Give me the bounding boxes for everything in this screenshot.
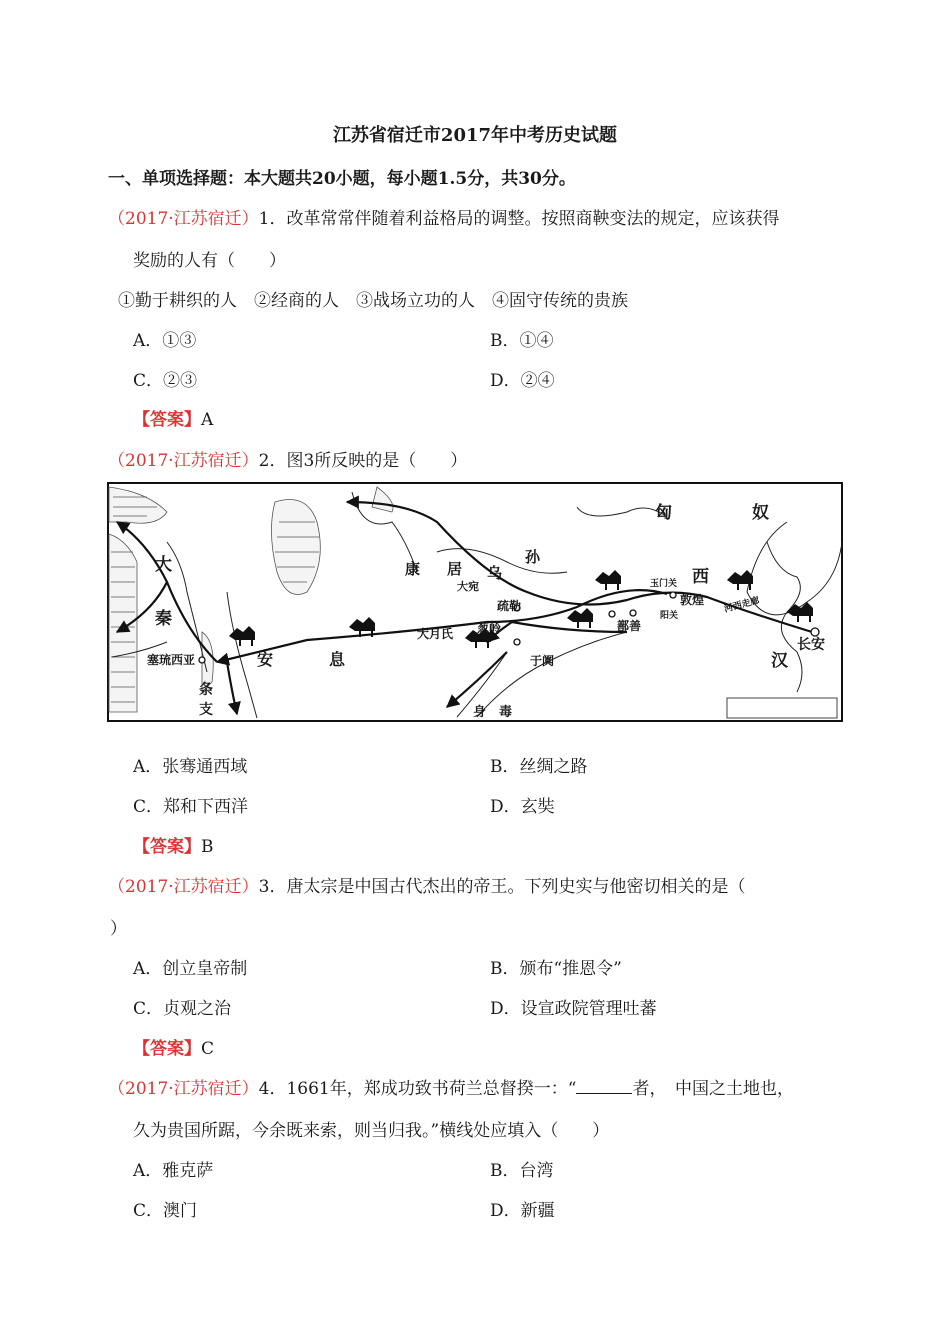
label-han: 汉 bbox=[771, 651, 788, 671]
option-a: A．创立皇帝制 bbox=[133, 959, 248, 979]
legend-box bbox=[727, 698, 837, 718]
answer-line bbox=[133, 1034, 214, 1059]
label-kang: 康 bbox=[405, 560, 421, 578]
label-dawan: 大宛 bbox=[457, 580, 479, 593]
label-du: 毒 bbox=[499, 705, 513, 720]
option-d: D．新疆 bbox=[490, 1201, 555, 1221]
question-source: （2017·江苏宿迁） bbox=[108, 451, 259, 471]
option-c: C．澳门 bbox=[133, 1201, 198, 1221]
silk-road-map bbox=[107, 482, 843, 722]
option-c: C．郑和下西洋 bbox=[133, 797, 249, 817]
label-xi2: 息 bbox=[329, 650, 346, 669]
label-sailiuxiya: 塞琉西亚 bbox=[147, 653, 196, 667]
answer-label: 【答案】 bbox=[133, 1039, 201, 1059]
option-a: A．张骞通西域 bbox=[133, 757, 248, 777]
question-1-items: ①勤于耕织的人 ②经商的人 ③战场立功的人 ④固守传统的贵族 bbox=[118, 291, 628, 311]
label-shule: 疏勒 bbox=[497, 599, 522, 613]
option-d: D．玄奘 bbox=[490, 797, 555, 817]
option-b: B．台湾 bbox=[490, 1161, 554, 1181]
question-3-stem bbox=[108, 872, 746, 897]
label-hexi: 河西走廊 bbox=[723, 595, 761, 615]
question-text: 1．改革常常伴随着利益格局的调整。按照商鞅变法的规定，应该获得 bbox=[258, 209, 780, 229]
question-2-stem bbox=[108, 446, 467, 471]
answer-value: B bbox=[201, 837, 214, 857]
question-source: （2017·江苏宿迁） bbox=[108, 877, 259, 897]
label-an: 安 bbox=[257, 650, 274, 669]
answer-label: 【答案】 bbox=[133, 837, 201, 857]
option-d: D．②④ bbox=[490, 371, 555, 391]
label-sun: 孙 bbox=[525, 548, 541, 566]
label-yangguan: 阳关 bbox=[660, 611, 679, 621]
question-1-stem bbox=[108, 204, 780, 229]
question-4-stem bbox=[108, 1074, 794, 1099]
question-4-stem-cont: 久为贵国所踞，今余既来索，则当归我。”横线处应填入（ ） bbox=[133, 1121, 610, 1141]
label-changan: 长安 bbox=[797, 637, 825, 653]
answer-value: C bbox=[201, 1039, 215, 1059]
page-title: 江苏省宿迁市2017年中考历史试题 bbox=[332, 125, 618, 146]
question-1-stem-cont: 奖励的人有（ ） bbox=[133, 251, 286, 271]
label-congling: 葱岭 bbox=[477, 621, 502, 635]
option-b: B．丝绸之路 bbox=[490, 757, 588, 777]
question-source: （2017·江苏宿迁） bbox=[108, 1079, 259, 1099]
label-yumenguan: 玉门关 bbox=[650, 579, 678, 589]
fill-blank bbox=[576, 1079, 632, 1094]
label-da: 大 bbox=[155, 555, 172, 575]
option-c: C．②③ bbox=[133, 371, 198, 391]
label-zhi: 支 bbox=[199, 702, 213, 718]
label-tiao: 条 bbox=[199, 682, 213, 698]
question-source: （2017·江苏宿迁） bbox=[108, 209, 259, 229]
label-wu: 乌 bbox=[487, 564, 503, 582]
option-c: C．贞观之治 bbox=[133, 999, 232, 1019]
label-yutian: 于阗 bbox=[530, 654, 555, 668]
answer-label: 【答案】 bbox=[133, 410, 201, 430]
question-text: 2．图3所反映的是（ ） bbox=[258, 451, 468, 471]
label-dunhuang: 敦煌 bbox=[680, 593, 705, 607]
answer-value: A bbox=[201, 410, 214, 430]
question-text: 4．1661年，郑成功致书荷兰总督揆一：“ bbox=[258, 1079, 577, 1099]
answer-line bbox=[133, 832, 214, 857]
label-shanshan: 鄯善 bbox=[617, 619, 642, 633]
label-xi: 西 bbox=[692, 567, 709, 587]
question-text: 3．唐太宗是中国古代杰出的帝王。下列史实与他密切相关的是（ bbox=[258, 877, 746, 897]
answer-line bbox=[133, 405, 213, 430]
option-a: A．雅克萨 bbox=[133, 1161, 214, 1181]
label-xiongnu-2: 奴 bbox=[752, 503, 769, 523]
section-heading: 一、单项选择题：本大题共20小题，每小题1.5分，共30分。 bbox=[108, 169, 576, 189]
option-b: B．颁布“推恩令” bbox=[490, 959, 622, 979]
label-shen: 身 bbox=[473, 705, 487, 720]
label-dayuezhi: 大月氏 bbox=[417, 627, 454, 641]
label-qin: 秦 bbox=[155, 609, 172, 629]
question-3-stem-cont: ） bbox=[110, 919, 127, 939]
option-b: B．①④ bbox=[490, 331, 554, 351]
option-d: D．设宣政院管理吐蕃 bbox=[490, 999, 657, 1019]
label-xiongnu-1: 匈 bbox=[655, 503, 672, 523]
option-a: A．①③ bbox=[133, 331, 197, 351]
question-text-cont: 者， 中国之土地也， bbox=[632, 1079, 794, 1099]
label-ju: 居 bbox=[447, 560, 463, 578]
